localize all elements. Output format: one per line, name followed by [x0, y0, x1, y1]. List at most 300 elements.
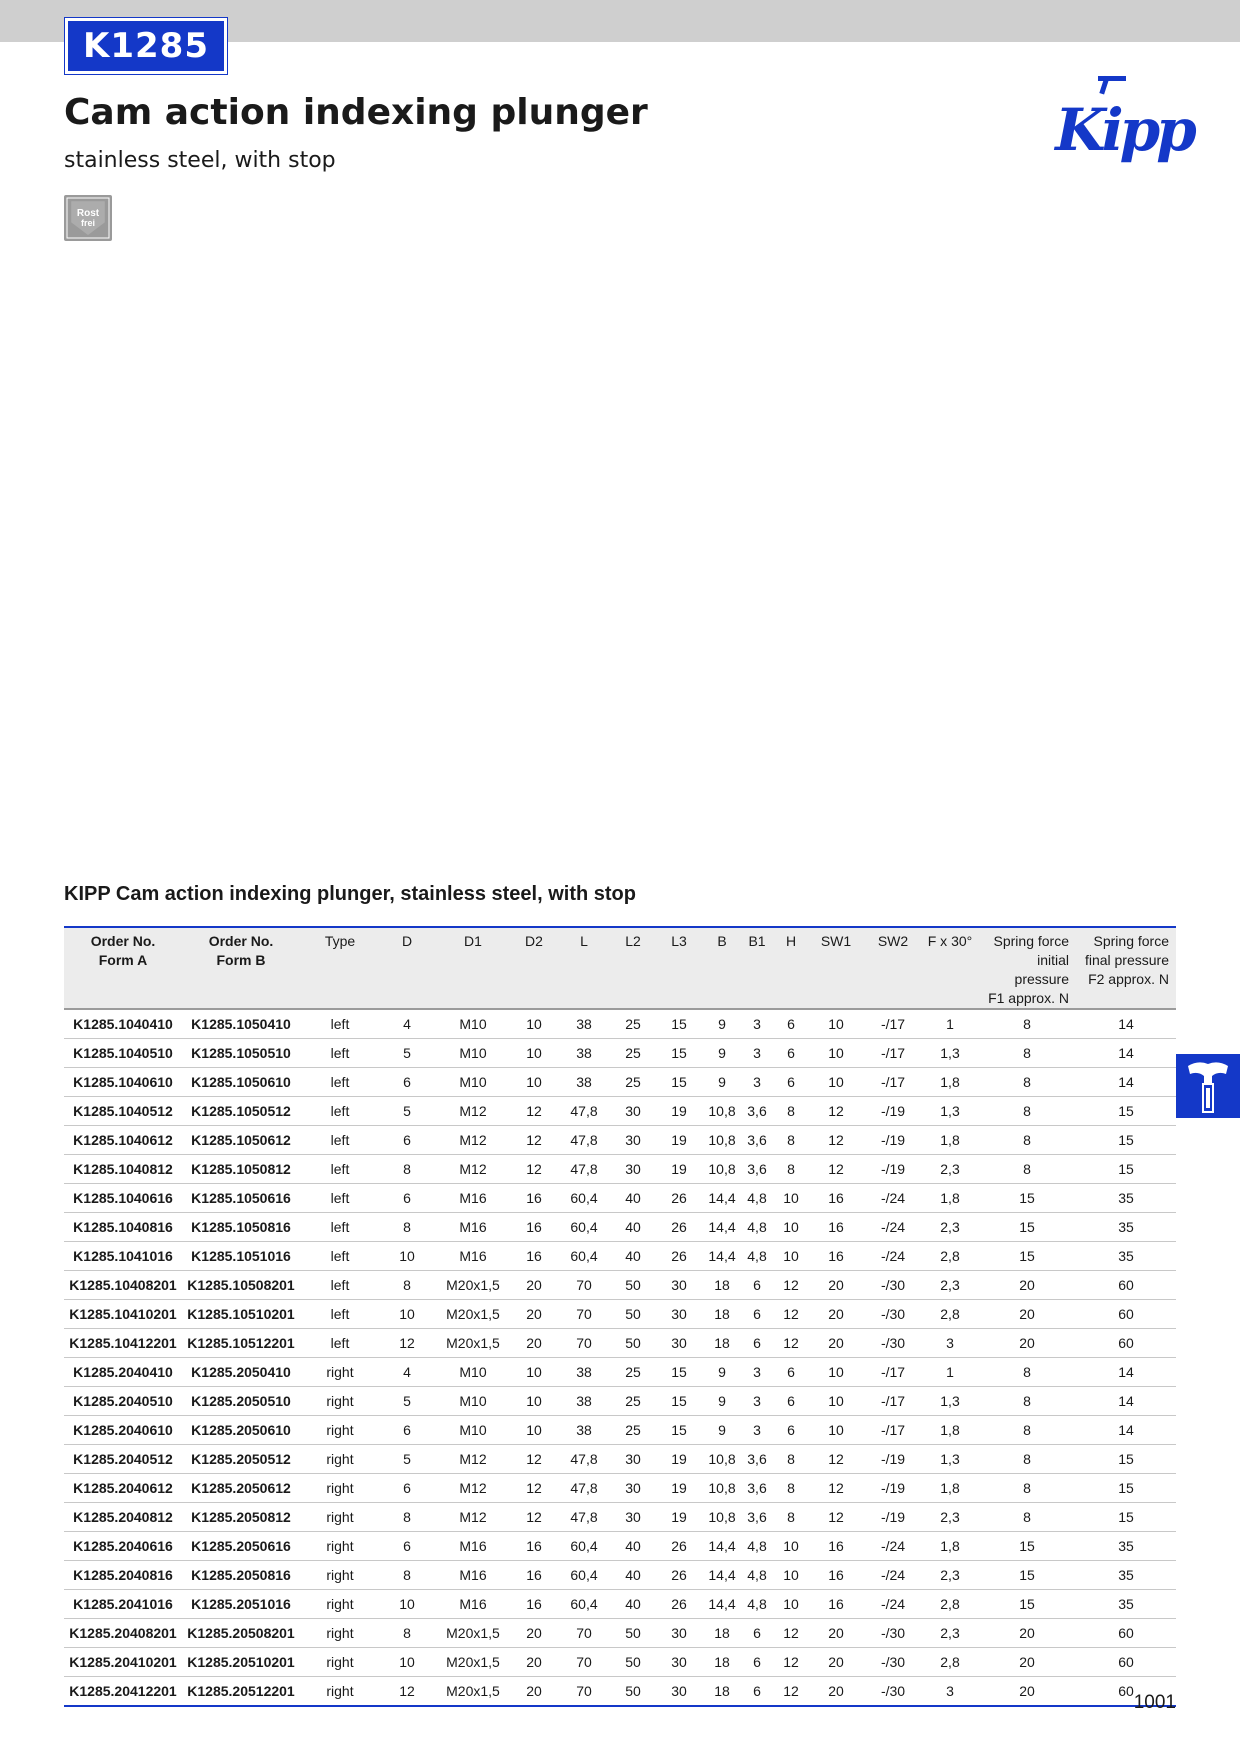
header-text: B [717, 933, 727, 949]
icon-text-rost: Rost [76, 208, 100, 219]
order-number-cell: K1285.2041016 [64, 1590, 182, 1619]
table-cell: left [300, 1184, 380, 1213]
table-cell: right [300, 1648, 380, 1677]
table-cell: 10,8 [704, 1445, 740, 1474]
table-cell: 2,3 [922, 1271, 978, 1300]
table-cell: 8 [380, 1561, 434, 1590]
table-cell: 8 [978, 1358, 1076, 1387]
table-body [64, 1009, 1176, 1706]
table-cell: 60,4 [556, 1184, 612, 1213]
table-cell: 10 [774, 1532, 808, 1561]
table-cell: 70 [556, 1677, 612, 1707]
table-cell: -/24 [864, 1213, 922, 1242]
table-cell: 9 [704, 1387, 740, 1416]
order-number-cell: K1285.20512201 [182, 1677, 300, 1707]
table-cell: right [300, 1416, 380, 1445]
table-cell: 1,3 [922, 1097, 978, 1126]
table-cell: 20 [978, 1677, 1076, 1707]
order-number-cell: K1285.1040812 [64, 1155, 182, 1184]
table-cell: left [300, 1097, 380, 1126]
table-cell: 14 [1076, 1039, 1176, 1068]
table-cell: 2,3 [922, 1503, 978, 1532]
table-cell: 15 [1076, 1155, 1176, 1184]
table-cell: 5 [380, 1039, 434, 1068]
table-cell: 10 [512, 1039, 556, 1068]
table-cell: 8 [978, 1009, 1076, 1039]
table-cell: 20 [978, 1648, 1076, 1677]
table-cell: M16 [434, 1532, 512, 1561]
table-cell: 10,8 [704, 1474, 740, 1503]
table-cell: 19 [654, 1503, 704, 1532]
page-title: Cam action indexing plunger [64, 92, 648, 133]
table-cell: M10 [434, 1039, 512, 1068]
table-cell: 30 [654, 1271, 704, 1300]
order-number-cell: K1285.1050612 [182, 1126, 300, 1155]
table-cell: 12 [808, 1126, 864, 1155]
order-number-cell: K1285.20508201 [182, 1619, 300, 1648]
table-cell: 3 [740, 1068, 774, 1097]
order-number-cell: K1285.10508201 [182, 1271, 300, 1300]
table-row [64, 1271, 1176, 1300]
column-header [300, 927, 380, 1009]
table-cell: right [300, 1561, 380, 1590]
order-number-cell: K1285.1050512 [182, 1097, 300, 1126]
table-row [64, 1677, 1176, 1707]
table-cell: 20 [978, 1329, 1076, 1358]
column-header [864, 927, 922, 1009]
table-cell: 6 [380, 1532, 434, 1561]
order-number-cell: K1285.2050610 [182, 1416, 300, 1445]
table-cell: 9 [704, 1009, 740, 1039]
order-number-cell: K1285.1050816 [182, 1213, 300, 1242]
table-cell: 16 [808, 1532, 864, 1561]
table-cell: 1 [922, 1358, 978, 1387]
table-cell: right [300, 1590, 380, 1619]
table-cell: 15 [978, 1590, 1076, 1619]
table-cell: M20x1,5 [434, 1677, 512, 1707]
table-cell: 50 [612, 1329, 654, 1358]
table-cell: 4,8 [740, 1242, 774, 1271]
table-cell: 35 [1076, 1184, 1176, 1213]
table-cell: 15 [654, 1358, 704, 1387]
table-cell: 10,8 [704, 1155, 740, 1184]
table-cell: 60,4 [556, 1242, 612, 1271]
table-cell: 16 [808, 1184, 864, 1213]
table-cell: 4,8 [740, 1213, 774, 1242]
table-cell: 10,8 [704, 1126, 740, 1155]
table-cell: 12 [512, 1155, 556, 1184]
table-cell: 15 [1076, 1503, 1176, 1532]
table-cell: 19 [654, 1445, 704, 1474]
page-number: 1001 [1133, 1692, 1176, 1713]
table-cell: 20 [808, 1677, 864, 1707]
table-cell: 6 [380, 1474, 434, 1503]
table-cell: 60 [1076, 1648, 1176, 1677]
table-cell: M12 [434, 1097, 512, 1126]
table-cell: 6 [380, 1184, 434, 1213]
table-cell: 9 [704, 1039, 740, 1068]
table-cell: 50 [612, 1648, 654, 1677]
table-cell: 12 [512, 1503, 556, 1532]
header-text: B1 [748, 933, 766, 949]
icon-text-frei: frei [80, 218, 96, 228]
table-cell: 30 [654, 1300, 704, 1329]
page-subtitle: stainless steel, with stop [64, 148, 336, 173]
table-cell: 47,8 [556, 1474, 612, 1503]
table-cell: 10 [774, 1590, 808, 1619]
table-cell: 30 [612, 1097, 654, 1126]
table-cell: 16 [808, 1590, 864, 1619]
order-number-cell: K1285.2050410 [182, 1358, 300, 1387]
table-cell: 35 [1076, 1213, 1176, 1242]
order-number-cell: K1285.2050812 [182, 1503, 300, 1532]
table-cell: 10 [808, 1387, 864, 1416]
table-cell: 3,6 [740, 1126, 774, 1155]
table-row [64, 1503, 1176, 1532]
table-cell: 1,8 [922, 1416, 978, 1445]
order-number-cell: K1285.2040610 [64, 1416, 182, 1445]
order-number-cell: K1285.1040612 [64, 1126, 182, 1155]
column-header [922, 927, 978, 1009]
table-cell: 12 [512, 1097, 556, 1126]
table-cell: 30 [612, 1474, 654, 1503]
table-cell: 30 [654, 1619, 704, 1648]
table-cell: -/30 [864, 1271, 922, 1300]
table-cell: 15 [654, 1039, 704, 1068]
table-cell: 15 [654, 1387, 704, 1416]
table-cell: left [300, 1126, 380, 1155]
table-cell: 8 [978, 1155, 1076, 1184]
table-cell: 20 [808, 1300, 864, 1329]
header-text: Order No. [90, 933, 156, 949]
table-cell: -/30 [864, 1329, 922, 1358]
order-number-cell: K1285.1040610 [64, 1068, 182, 1097]
column-header [808, 927, 864, 1009]
table-cell: right [300, 1358, 380, 1387]
table-cell: 16 [512, 1532, 556, 1561]
table-cell: 6 [380, 1416, 434, 1445]
table-cell: left [300, 1068, 380, 1097]
table-cell: 60 [1076, 1329, 1176, 1358]
table-cell: 16 [512, 1561, 556, 1590]
order-number-cell: K1285.2040816 [64, 1561, 182, 1590]
chapter-tab[interactable] [1176, 1054, 1240, 1118]
order-number-cell: K1285.2040612 [64, 1474, 182, 1503]
table-cell: M16 [434, 1184, 512, 1213]
table-cell: M16 [434, 1561, 512, 1590]
table-cell: 12 [774, 1271, 808, 1300]
table-cell: left [300, 1300, 380, 1329]
table-cell: 38 [556, 1039, 612, 1068]
header-text: D [401, 933, 413, 949]
table-cell: 47,8 [556, 1503, 612, 1532]
table-cell: 30 [654, 1648, 704, 1677]
table-cell: 15 [654, 1009, 704, 1039]
table-cell: 15 [978, 1184, 1076, 1213]
table-cell: 4,8 [740, 1561, 774, 1590]
table-cell: 10 [774, 1213, 808, 1242]
table-cell: left [300, 1155, 380, 1184]
table-cell: 8 [380, 1271, 434, 1300]
table-cell: 25 [612, 1039, 654, 1068]
table-cell: -/19 [864, 1126, 922, 1155]
table-cell: M12 [434, 1445, 512, 1474]
table-cell: 10 [808, 1009, 864, 1039]
order-number-cell: K1285.2051016 [182, 1590, 300, 1619]
header-text: Form B [216, 952, 266, 968]
table-cell: 50 [612, 1300, 654, 1329]
table-cell: 20 [808, 1619, 864, 1648]
header-text: D1 [464, 933, 482, 949]
table-cell: -/24 [864, 1590, 922, 1619]
table-cell: 47,8 [556, 1097, 612, 1126]
table-cell: 3,6 [740, 1445, 774, 1474]
table-cell: M16 [434, 1242, 512, 1271]
table-cell: 8 [978, 1474, 1076, 1503]
table-cell: 35 [1076, 1561, 1176, 1590]
table-cell: 25 [612, 1009, 654, 1039]
table-cell: 6 [740, 1619, 774, 1648]
table-cell: 6 [774, 1416, 808, 1445]
header-text: Spring force [1093, 933, 1169, 949]
table-cell: 12 [512, 1474, 556, 1503]
table-cell: 40 [612, 1184, 654, 1213]
table-cell: 2,8 [922, 1300, 978, 1329]
table-cell: 25 [612, 1068, 654, 1097]
order-number-cell: K1285.1041016 [64, 1242, 182, 1271]
table-row [64, 1590, 1176, 1619]
table-cell: 15 [978, 1561, 1076, 1590]
table-cell: 12 [808, 1503, 864, 1532]
table-header-row [64, 927, 1176, 1009]
table-cell: M10 [434, 1009, 512, 1039]
table-cell: right [300, 1677, 380, 1707]
table-cell: M12 [434, 1155, 512, 1184]
table-cell: -/19 [864, 1474, 922, 1503]
table-cell: M10 [434, 1416, 512, 1445]
table-cell: 1,8 [922, 1474, 978, 1503]
table-cell: 26 [654, 1184, 704, 1213]
table-cell: M12 [434, 1126, 512, 1155]
table-cell: 10 [380, 1648, 434, 1677]
header-text: F1 approx. N [988, 990, 1069, 1006]
table-cell: 10 [808, 1039, 864, 1068]
table-cell: left [300, 1242, 380, 1271]
table-cell: left [300, 1329, 380, 1358]
table-cell: 10 [512, 1358, 556, 1387]
table-cell: 20 [808, 1271, 864, 1300]
table-cell: 10 [774, 1242, 808, 1271]
table-cell: M20x1,5 [434, 1619, 512, 1648]
table-row [64, 1039, 1176, 1068]
table-cell: 8 [380, 1619, 434, 1648]
table-cell: 1,8 [922, 1532, 978, 1561]
table-cell: 30 [654, 1677, 704, 1707]
table-cell: 8 [978, 1068, 1076, 1097]
table-cell: right [300, 1387, 380, 1416]
table-cell: 6 [774, 1009, 808, 1039]
table-cell: 3 [922, 1677, 978, 1707]
table-cell: 16 [512, 1184, 556, 1213]
table-cell: 1,8 [922, 1126, 978, 1155]
table-cell: 2,3 [922, 1619, 978, 1648]
table-row [64, 1648, 1176, 1677]
table-cell: 35 [1076, 1242, 1176, 1271]
table-cell: M20x1,5 [434, 1300, 512, 1329]
table-row [64, 1068, 1176, 1097]
table-cell: 18 [704, 1271, 740, 1300]
table-cell: 20 [978, 1619, 1076, 1648]
order-number-cell: K1285.10510201 [182, 1300, 300, 1329]
header-text: SW2 [877, 933, 909, 949]
table-cell: 12 [808, 1474, 864, 1503]
table-row [64, 1416, 1176, 1445]
table-cell: 1 [922, 1009, 978, 1039]
table-cell: 20 [808, 1648, 864, 1677]
table-cell: 5 [380, 1097, 434, 1126]
column-header [1076, 927, 1176, 1009]
table-row [64, 1387, 1176, 1416]
table-cell: 26 [654, 1213, 704, 1242]
header-text: initial pressure [1014, 952, 1069, 987]
table-cell: 16 [512, 1242, 556, 1271]
table-cell: 60 [1076, 1271, 1176, 1300]
table-cell: 1,8 [922, 1184, 978, 1213]
table-cell: 6 [774, 1068, 808, 1097]
table-cell: 6 [740, 1300, 774, 1329]
table-cell: 8 [978, 1416, 1076, 1445]
order-number-cell: K1285.1040616 [64, 1184, 182, 1213]
table-cell: 38 [556, 1416, 612, 1445]
table-cell: 3 [740, 1387, 774, 1416]
table-cell: 2,8 [922, 1590, 978, 1619]
table-row [64, 1097, 1176, 1126]
table-cell: 14 [1076, 1387, 1176, 1416]
table-cell: 14,4 [704, 1532, 740, 1561]
table-row [64, 1619, 1176, 1648]
table-cell: 10,8 [704, 1097, 740, 1126]
table-cell: 30 [654, 1329, 704, 1358]
table-cell: 12 [774, 1619, 808, 1648]
indexing-plunger-icon [1176, 1054, 1240, 1118]
order-number-cell: K1285.2040512 [64, 1445, 182, 1474]
table-cell: 9 [704, 1358, 740, 1387]
table-cell: 14,4 [704, 1561, 740, 1590]
column-header [740, 927, 774, 1009]
table-row [64, 1329, 1176, 1358]
table-cell: -/17 [864, 1358, 922, 1387]
table-cell: left [300, 1039, 380, 1068]
table-cell: right [300, 1474, 380, 1503]
table-cell: 70 [556, 1619, 612, 1648]
table-cell: 40 [612, 1213, 654, 1242]
table-cell: 16 [512, 1590, 556, 1619]
table-cell: M10 [434, 1358, 512, 1387]
table-cell: 3,6 [740, 1155, 774, 1184]
table-cell: 8 [774, 1503, 808, 1532]
table-cell: 8 [978, 1445, 1076, 1474]
order-number-cell: K1285.1050510 [182, 1039, 300, 1068]
stainless-steel-icon [64, 195, 112, 241]
table-row [64, 1474, 1176, 1503]
table-cell: 26 [654, 1242, 704, 1271]
table-cell: -/30 [864, 1677, 922, 1707]
table-cell: 1,3 [922, 1387, 978, 1416]
table-cell: 12 [808, 1097, 864, 1126]
table-cell: 26 [654, 1561, 704, 1590]
table-cell: 8 [774, 1155, 808, 1184]
table-cell: 10 [512, 1068, 556, 1097]
table-cell: M12 [434, 1474, 512, 1503]
column-header [182, 927, 300, 1009]
table-cell: 30 [612, 1445, 654, 1474]
header-text: F x 30° [927, 933, 973, 949]
table-cell: 30 [612, 1155, 654, 1184]
table-cell: 35 [1076, 1532, 1176, 1561]
product-code-badge: K1285 [65, 18, 227, 74]
table-cell: 20 [808, 1329, 864, 1358]
order-number-cell: K1285.2040510 [64, 1387, 182, 1416]
header-text: SW1 [820, 933, 852, 949]
table-cell: 15 [1076, 1126, 1176, 1155]
table-cell: 3 [740, 1039, 774, 1068]
table-cell: 25 [612, 1416, 654, 1445]
table-cell: 8 [978, 1126, 1076, 1155]
header-text: L3 [671, 933, 687, 949]
table-cell: M12 [434, 1503, 512, 1532]
column-header [774, 927, 808, 1009]
table-cell: 16 [808, 1242, 864, 1271]
table-cell: 47,8 [556, 1126, 612, 1155]
table-row [64, 1242, 1176, 1271]
table-row [64, 1009, 1176, 1039]
table-cell: M20x1,5 [434, 1648, 512, 1677]
table-cell: 70 [556, 1329, 612, 1358]
table-cell: 3 [740, 1358, 774, 1387]
table-cell: 3,6 [740, 1503, 774, 1532]
table-cell: 6 [774, 1039, 808, 1068]
table-cell: 4 [380, 1009, 434, 1039]
table-cell: 1,8 [922, 1068, 978, 1097]
table-cell: 10 [808, 1358, 864, 1387]
table-cell: 15 [1076, 1474, 1176, 1503]
table-cell: 10 [380, 1590, 434, 1619]
table-cell: -/30 [864, 1648, 922, 1677]
table-cell: 60,4 [556, 1561, 612, 1590]
table-cell: 38 [556, 1387, 612, 1416]
table-cell: 6 [380, 1068, 434, 1097]
order-number-cell: K1285.2040616 [64, 1532, 182, 1561]
kipp-logo [1055, 76, 1193, 164]
order-number-cell: K1285.1050616 [182, 1184, 300, 1213]
header-text: L [580, 933, 588, 949]
table-cell: 4,8 [740, 1590, 774, 1619]
table-cell: -/30 [864, 1619, 922, 1648]
table-cell: 30 [612, 1126, 654, 1155]
table-cell: 38 [556, 1009, 612, 1039]
table-cell: 14 [1076, 1009, 1176, 1039]
table-cell: 70 [556, 1300, 612, 1329]
table-cell: 12 [512, 1445, 556, 1474]
table-cell: M10 [434, 1068, 512, 1097]
table-cell: 50 [612, 1677, 654, 1707]
table-cell: 10 [380, 1242, 434, 1271]
order-number-cell: K1285.20410201 [64, 1648, 182, 1677]
table-cell: left [300, 1009, 380, 1039]
table-cell: 18 [704, 1619, 740, 1648]
table-cell: 19 [654, 1474, 704, 1503]
table-cell: 6 [740, 1329, 774, 1358]
